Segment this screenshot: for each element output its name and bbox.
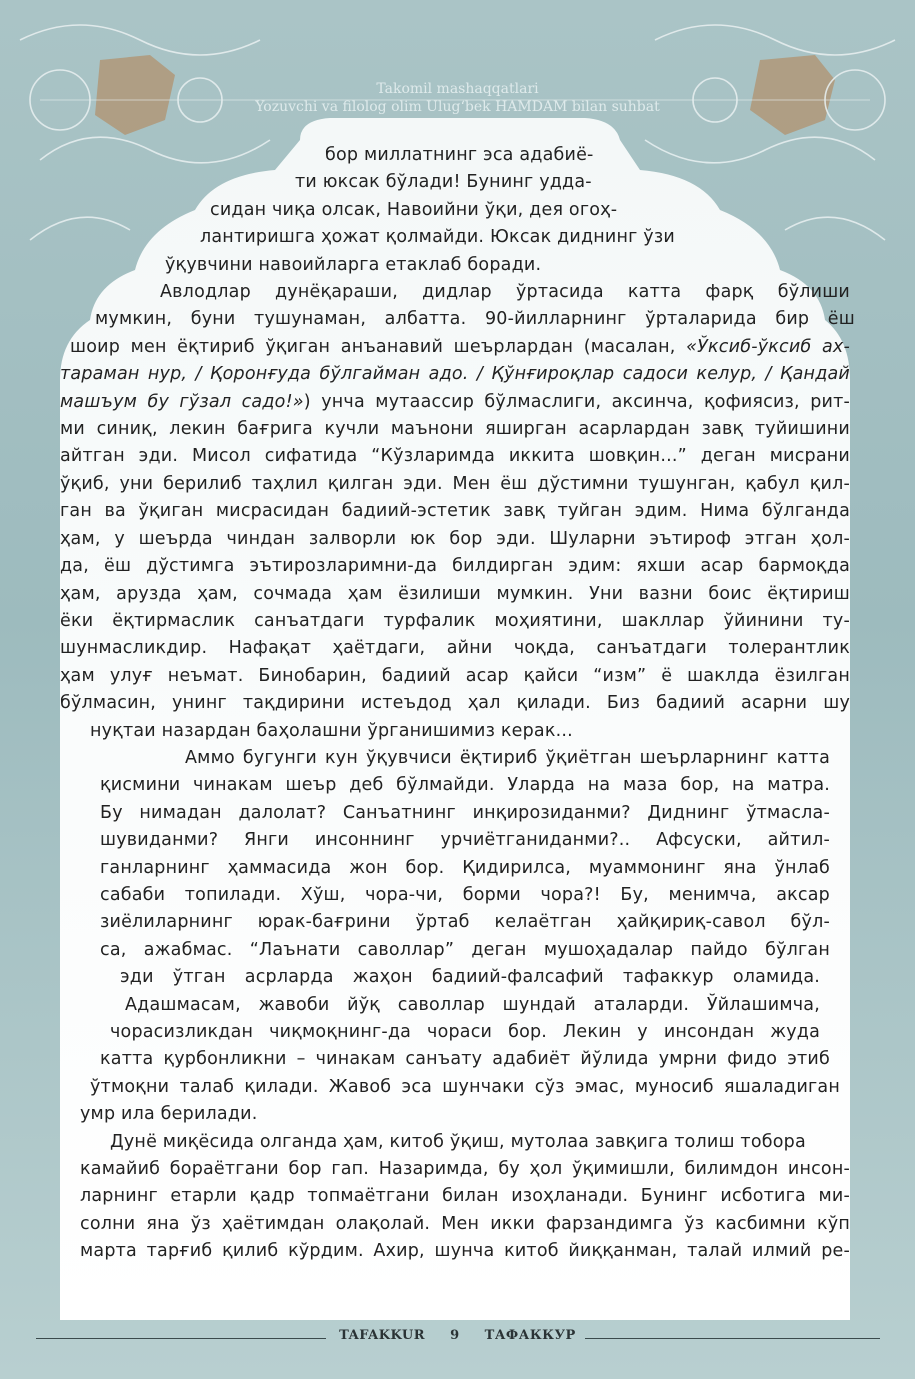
- text-line: ти юксак бўлади! Бунинг удда-: [295, 172, 592, 193]
- text-line: эди ўтган асрларда жаҳон бадиий-фалсафий тафаккур оламида.: [120, 967, 820, 988]
- text-line: шоир мен ёқтириб ўқиган анъанавий шеърлардан (масалан, «Ўксиб-ўксиб ах-: [70, 336, 851, 357]
- article-body: [60, 142, 855, 1266]
- text-line: ўқиб, уни берилиб таҳлил қилган эди. Мен ёш дўстимни тушунган, қабул қил-: [60, 473, 850, 494]
- text-line: машъум бу гўзал садо!») унча мутаассир бўлмаслиги, аксинча, қофиясиз, рит-: [60, 391, 850, 412]
- text-line: да, ёш дўстимга эътирозларимни-да билдирган эдим: яхши асар бармоқда: [60, 556, 850, 577]
- text-line: нуқтаи назардан баҳолашни ўрганишимиз керак...: [90, 720, 573, 741]
- footer: [0, 1328, 915, 1343]
- text-line: ларнинг етарли қадр топмаётгани билан изоҳланади. Бунинг исботига ми-: [80, 1186, 850, 1207]
- text-line: Авлодлар дунёқараши, дидлар ўртасида катта фарқ бўлиши: [160, 282, 850, 303]
- header-title: Takomil mashaqqatlari: [376, 81, 539, 97]
- text-line: айтган эди. Мисол сифатида “Кўзларимда иккита шовқин...” деган мисрани: [60, 446, 850, 467]
- text-line: ҳам улуғ неъмат. Бинобарин, бадиий асар қайси “изм” ё шаклда ёзилган: [60, 665, 850, 686]
- text-line: Адашмасам, жавоби йўқ саволлар шундай аталарди. Ўйлашимча,: [125, 994, 820, 1015]
- text-line: лантиришга ҳожат қолмайди. Юксак диднинг ўзи: [200, 227, 675, 248]
- footer-left-label: TAFAKKUR: [339, 1328, 426, 1343]
- text-line: камайиб бораётгани бор гап. Назаримда, бу ҳол ўқимишли, билимдон инсон-: [80, 1159, 850, 1180]
- header: [0, 80, 915, 116]
- text-line: ҳам, арузда ҳам, сочмада ҳам ёзилиши мумкин. Уни вазни боис ёқтириш: [60, 583, 850, 604]
- text-line: марта тарғиб қилиб кўрдим. Ахир, шунча китоб йиққанман, талай илмий ре-: [80, 1241, 850, 1262]
- text-line: Бу нимадан далолат? Санъатнинг инқирозиданми? Диднинг ўтмасла-: [100, 802, 830, 823]
- italic-quote: тараман нур, / Қоронғуда бўлгайман адо. / Қўнғироқлар садоси келур, / Қандай: [60, 364, 850, 385]
- text-line: ўқувчини навоийларга етаклаб боради.: [165, 254, 542, 275]
- italic-quote: «Ўксиб-ўксиб ах-: [686, 336, 851, 357]
- text-line: солни яна ўз ҳаётимдан олақолай. Мен икки фарзандимга ўз касбимни кўп: [80, 1213, 850, 1234]
- text-line: бор миллатнинг эса адабиё-: [325, 145, 594, 165]
- text-line: шувиданми? Янги инсоннинг урчиётганиданми?.. Афсуски, айтил-: [100, 830, 830, 851]
- text-line: [60, 361, 850, 388]
- text-line: зиёлиларнинг юрак-бағрини ўртаб келаётган ҳайқириқ-савол бўл-: [100, 912, 830, 933]
- text-line: чорасизликдан чиқмоқнинг-да чораси бор. Лекин у инсондан жуда: [110, 1022, 820, 1042]
- text-line: мумкин, буни тушунаман, албатта. 90-йилларнинг ўрталарида бир ёш: [95, 309, 855, 330]
- text-line: шунмасликдир. Нафақат ҳаётдаги, айни чоқда, санъатдаги толерантлик: [60, 638, 850, 659]
- page-number: 9: [450, 1328, 460, 1343]
- text-line: умр ила берилади.: [80, 1104, 258, 1125]
- italic-quote: машъум бу гўзал садо!»: [60, 391, 304, 412]
- text-line: ган ва ўқиган мисрасидан бадиий-эстетик завқ туйган эдим. Нима бўлганда: [60, 501, 850, 522]
- text-line: Аммо бугунги кун ўқувчиси ёқтириб ўқиётган шеърларнинг катта: [185, 747, 830, 768]
- footer-right-label: ТАФАККУР: [484, 1328, 576, 1343]
- text-line: ми синиқ, лекин бағрига кучли маънони яширган асарлардан завқ туйишини: [60, 419, 850, 440]
- text-line: ҳам, у шеърда чиндан залворли юк бор эди. Шуларни эътироф этган ҳол-: [60, 528, 850, 549]
- text-line: сабаби топилади. Хўш, чора-чи, борми чора?! Бу, менимча, аксар: [100, 884, 830, 905]
- text-line: са, ажабмас. “Лаънати саволлар” деган мушоҳадалар пайдо бўлган: [100, 939, 830, 960]
- header-subtitle: Yozuvchi va filolog olim Ulug‘bek HAMDAM bilan suhbat: [255, 99, 660, 115]
- text-line: ганларнинг ҳаммасида жон бор. Қидирилса, муаммонинг яна ўнлаб: [100, 857, 830, 878]
- text-line: Дунё миқёсида олганда ҳам, китоб ўқиш, мутолаа завқига толиш тобора: [110, 1131, 806, 1152]
- text-line: ўтмоқни талаб қилади. Жавоб эса шунчаки сўз эмас, муносиб яшаладиган: [90, 1076, 840, 1097]
- text-line: бўлмасин, унинг тақдирини истеъдод ҳал қилади. Биз бадиий асарни шу: [60, 693, 850, 714]
- text-line: катта қурбонликни – чинакам санъату адабиёт йўлида умрни фидо этиб: [100, 1049, 830, 1070]
- text-line: сидан чиқа олсак, Навоийни ўқи, дея огоҳ-: [210, 199, 618, 220]
- text-line: қисмини чинакам шеър деб бўлмайди. Уларда на маза бор, на матра.: [100, 775, 830, 796]
- text-line: ёки ёқтирмаслик санъатдаги турфалик моҳиятини, шакллар ўйинини ту-: [60, 610, 850, 631]
